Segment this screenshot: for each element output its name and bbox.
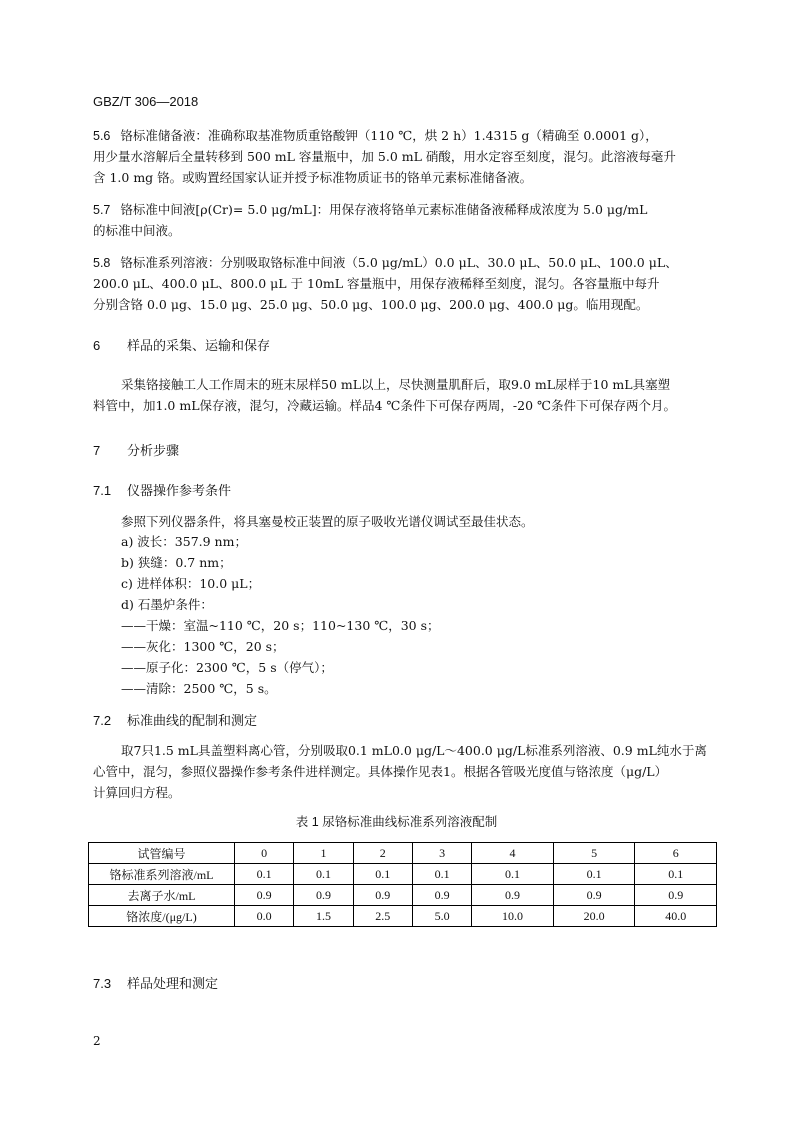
s5-6-line-1: 5.6 铬标准储备液：准确称取基准物质重铬酸钾（110 ℃，烘 2 h）1.4315 g（精确至 0.0001 g），: [93, 128, 658, 143]
s7-1-item-c: c) 进样体积：10.0 μL；: [121, 576, 261, 591]
s7-1-dash-ash: ——灰化：1300 ℃，20 s；: [121, 639, 285, 654]
table-cell: 5.0: [412, 906, 471, 927]
s7-1-dash-clean: ——清除：2500 ℃，5 s。: [121, 681, 277, 696]
table-cell: 0.1: [294, 864, 353, 885]
s5-8-number: 5.8: [93, 256, 111, 270]
s5-8-line-2: 200.0 μL、400.0 μL、800.0 μL 于 10mL 容量瓶中，用保存液稀释至刻度，混匀。各容量瓶中每升: [93, 276, 660, 291]
document-header: GBZ/T 306—2018: [93, 94, 199, 109]
table-1: [88, 842, 717, 927]
s7-1-dash-dry: ——干燥：室温~110 ℃，20 s；110~130 ℃，30 s；: [121, 618, 440, 633]
table-cell: 0.1: [235, 864, 294, 885]
table-cell: 3: [412, 843, 471, 864]
table-cell: 2: [353, 843, 412, 864]
s6-line-2: 料管中，加1.0 mL保存液，混匀，冷藏运输。样品4 ℃条件下可保存两周，-20 ℃条件下可保存两个月。: [93, 398, 677, 413]
table-cell: 0.1: [635, 864, 717, 885]
s5-6-line-2: 用少量水溶解后全量转移到 500 mL 容量瓶中，加 5.0 mL 硝酸，用水定容至刻度，混匀。此溶液每毫升: [93, 149, 676, 164]
table-cell: 6: [635, 843, 717, 864]
table-cell: 0.1: [553, 864, 635, 885]
s7-2-line-2: 心管中，混匀，参照仪器操作参考条件进样测定。具体操作见表1。根据各管吸光度值与铬浓度（μg/L）: [93, 764, 668, 779]
s7-1-dash-atomize: ——原子化：2300 ℃，5 s（停气）；: [121, 660, 333, 675]
table-cell: 去离子水/mL: [89, 885, 235, 906]
section-7-1-heading: 7.1 仪器操作参考条件: [93, 483, 232, 498]
table-row: [89, 843, 717, 864]
s7-1-item-d: d) 石墨炉条件：: [121, 597, 213, 612]
table-cell: 0: [235, 843, 294, 864]
s5-8-line-3: 分别含铬 0.0 μg、15.0 μg、25.0 μg、50.0 μg、100.0 μg、200.0 μg、400.0 μg。临用现配。: [93, 297, 649, 312]
table-row: [89, 885, 717, 906]
table-cell: 0.0: [235, 906, 294, 927]
table-cell: 2.5: [353, 906, 412, 927]
table-1-caption: 表 1 尿铬标准曲线标准系列溶液配制: [295, 815, 498, 829]
section-6-heading: 6 样品的采集、运输和保存: [93, 338, 271, 353]
table-cell: 铬浓度/(μg/L): [89, 906, 235, 927]
s7-2-line-3: 计算回归方程。: [93, 785, 181, 800]
s5-7-line-2: 的标准中间液。: [93, 223, 181, 238]
table-cell: 0.1: [472, 864, 554, 885]
table-cell: 0.9: [553, 885, 635, 906]
table-cell: 0.9: [472, 885, 554, 906]
table-cell: 0.9: [294, 885, 353, 906]
table-cell: 0.9: [235, 885, 294, 906]
s5-8-line-1: 5.8 铬标准系列溶液：分别吸取铬标准中间液（5.0 μg/mL）0.0 μL、30.0 μL、50.0 μL、100.0 μL、: [93, 255, 678, 270]
table-cell: 0.9: [412, 885, 471, 906]
table-cell: 0.1: [353, 864, 412, 885]
table-cell: 铬标准系列溶液/mL: [89, 864, 235, 885]
table-cell: 1: [294, 843, 353, 864]
table-cell: 40.0: [635, 906, 717, 927]
table-cell: 20.0: [553, 906, 635, 927]
section-7-3-heading: 7.3 样品处理和测定: [93, 976, 219, 991]
s5-6-number: 5.6: [93, 129, 111, 143]
table-cell: 0.9: [635, 885, 717, 906]
s5-7-line-1: 5.7 铬标准中间液[ρ(Cr)= 5.0 μg/mL]：用保存液将铬单元素标准储备液稀释成浓度为 5.0 μg/mL: [93, 202, 648, 217]
table-cell: 4: [472, 843, 554, 864]
section-7-2-heading: 7.2 标准曲线的配制和测定: [93, 713, 258, 728]
table-cell: 1.5: [294, 906, 353, 927]
table-cell: 试管编号: [89, 843, 235, 864]
table-row: [89, 864, 717, 885]
s7-2-line-1: 取7只1.5 mL具盖塑料离心管，分别吸取0.1 mL0.0 μg/L～400.0 μg/L标准系列溶液、0.9 mL纯水于离: [121, 743, 707, 758]
table-cell: 0.9: [353, 885, 412, 906]
s7-1-item-b: b) 狭缝：0.7 nm；: [121, 555, 232, 570]
table-cell: 0.1: [412, 864, 471, 885]
s5-6-line-3: 含 1.0 mg 铬。或购置经国家认证并授予标准物质证书的铬单元素标准储备液。: [93, 170, 533, 185]
s6-line-1: 采集铬接触工人工作周末的班末尿样50 mL以上，尽快测量肌酐后，取9.0 mL尿样于10 mL具塞塑: [121, 377, 671, 392]
section-7-heading: 7 分析步骤: [93, 443, 180, 458]
page-number: 2: [93, 1034, 101, 1048]
table-cell: 5: [553, 843, 635, 864]
s5-7-number: 5.7: [93, 203, 111, 217]
s7-1-item-a: a) 波长：357.9 nm；: [121, 534, 247, 549]
table-cell: 10.0: [472, 906, 554, 927]
s7-1-intro: 参照下列仪器条件，将具塞曼校正装置的原子吸收光谱仪调试至最佳状态。: [121, 514, 534, 529]
table-row: [89, 906, 717, 927]
